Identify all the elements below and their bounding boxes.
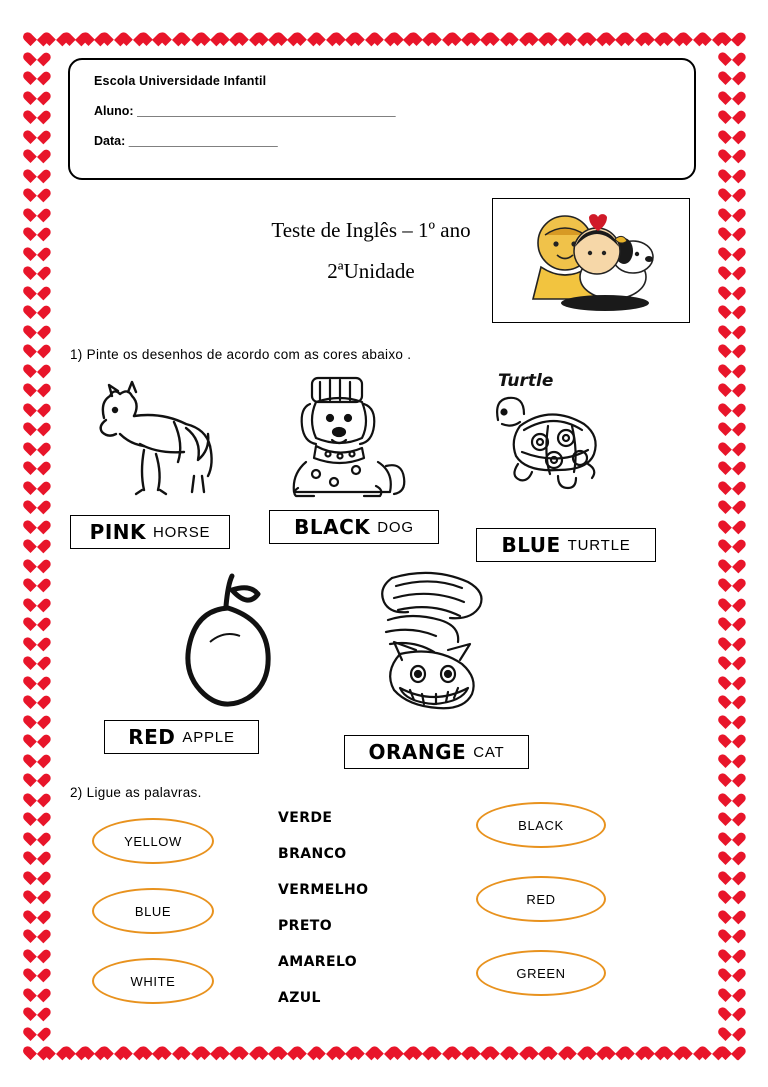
color-word: PINK xyxy=(89,520,146,544)
oval-green[interactable] xyxy=(476,950,606,996)
heart-icon xyxy=(28,241,45,257)
heart-icon xyxy=(723,592,740,608)
heart-icon xyxy=(28,260,45,276)
heart-icon xyxy=(28,1040,45,1056)
label-blue-turtle xyxy=(476,528,656,562)
heart-icon xyxy=(28,514,45,530)
heart-icon xyxy=(723,85,740,101)
heart-icon xyxy=(723,163,740,179)
heart-icon xyxy=(723,533,740,549)
heart-icon xyxy=(723,631,740,647)
apple-drawing xyxy=(166,572,296,712)
heart-icon xyxy=(723,338,740,354)
heart-icon xyxy=(723,241,740,257)
heart-icon xyxy=(723,767,740,783)
oval-yellow[interactable] xyxy=(92,818,214,864)
heart-icon xyxy=(28,943,45,959)
left-heart-border xyxy=(28,26,45,1056)
oval-black[interactable] xyxy=(476,802,606,848)
heart-icon xyxy=(28,592,45,608)
heart-icon xyxy=(723,943,740,959)
student-name-blank[interactable]: ________________________________________ xyxy=(137,104,396,118)
heart-icon xyxy=(28,319,45,335)
school-name: Escola Universidade Infantil xyxy=(94,74,267,88)
word-branco[interactable]: BRANCO xyxy=(278,846,347,862)
heart-icon xyxy=(28,572,45,588)
heart-icon xyxy=(723,611,740,627)
word-vermelho[interactable]: VERMELHO xyxy=(278,882,369,898)
heart-icon xyxy=(28,26,45,42)
worksheet-title xyxy=(206,210,536,292)
heart-icon xyxy=(723,143,740,159)
oval-label: BLACK xyxy=(518,817,564,833)
thing-word: TURTLE xyxy=(567,536,631,554)
heart-icon xyxy=(723,436,740,452)
worksheet-content xyxy=(56,50,712,1030)
word-amarelo[interactable]: AMARELO xyxy=(278,954,358,970)
heart-icon xyxy=(723,787,740,803)
heart-icon xyxy=(28,455,45,471)
heart-icon xyxy=(28,475,45,491)
heart-icon xyxy=(28,202,45,218)
heart-icon xyxy=(723,826,740,842)
svg-text:Turtle: Turtle xyxy=(498,371,554,391)
heart-icon xyxy=(28,163,45,179)
heart-icon xyxy=(28,787,45,803)
date-label: Data: xyxy=(94,134,126,148)
heart-icon xyxy=(28,865,45,881)
heart-icon xyxy=(28,670,45,686)
heart-icon xyxy=(28,494,45,510)
heart-icon xyxy=(723,709,740,725)
student-name-label: Aluno: xyxy=(94,104,134,118)
heart-icon xyxy=(723,377,740,393)
heart-icon xyxy=(723,865,740,881)
heart-icon xyxy=(28,358,45,374)
color-word: BLUE xyxy=(501,533,561,557)
heart-icon xyxy=(28,904,45,920)
oval-label: WHITE xyxy=(130,973,176,989)
heart-icon xyxy=(723,1001,740,1017)
heart-icon xyxy=(28,416,45,432)
word-azul[interactable]: AZUL xyxy=(278,990,321,1006)
heart-icon xyxy=(28,533,45,549)
heart-icon xyxy=(28,65,45,81)
heart-icon xyxy=(723,299,740,315)
label-red-apple xyxy=(104,720,259,754)
color-word: RED xyxy=(128,725,176,749)
top-heart-border xyxy=(28,26,740,42)
heart-icon xyxy=(28,923,45,939)
heart-icon xyxy=(28,377,45,393)
heart-icon xyxy=(28,767,45,783)
title-line-1: Teste de Inglês – 1º ano xyxy=(271,218,471,242)
dog-drawing xyxy=(276,370,426,510)
heart-icon xyxy=(723,26,740,42)
color-word: ORANGE xyxy=(368,740,467,764)
title-line-2: 2ªUnidade xyxy=(327,258,415,283)
heart-icon xyxy=(723,494,740,510)
heart-icon xyxy=(28,124,45,140)
heart-icon xyxy=(723,319,740,335)
heart-icon xyxy=(28,845,45,861)
heart-icon xyxy=(28,553,45,569)
heart-icon xyxy=(723,202,740,218)
horse-drawing xyxy=(82,380,222,505)
heart-icon xyxy=(723,221,740,237)
thing-word: CAT xyxy=(473,743,505,761)
charlie-brown-snoopy-image xyxy=(493,199,689,322)
question-2-text: 2) Ligue as palavras. xyxy=(70,785,202,800)
heart-icon xyxy=(723,475,740,491)
heart-icon xyxy=(28,631,45,647)
heart-icon xyxy=(723,182,740,198)
heart-icon xyxy=(28,884,45,900)
heart-icon xyxy=(723,416,740,432)
right-heart-border xyxy=(723,26,740,1056)
oval-label: YELLOW xyxy=(124,833,182,849)
heart-icon xyxy=(28,397,45,413)
heart-icon xyxy=(28,650,45,666)
label-orange-cat xyxy=(344,735,529,769)
thing-word: HORSE xyxy=(153,523,211,541)
heart-icon xyxy=(723,806,740,822)
label-pink-horse xyxy=(70,515,230,549)
heart-icon xyxy=(28,1021,45,1037)
heart-icon xyxy=(723,358,740,374)
heart-icon xyxy=(723,514,740,530)
heart-icon xyxy=(723,553,740,569)
oval-red[interactable] xyxy=(476,876,606,922)
heart-icon xyxy=(28,689,45,705)
oval-label: GREEN xyxy=(516,965,566,981)
label-black-dog xyxy=(269,510,439,544)
date-field xyxy=(94,134,694,148)
oval-label: RED xyxy=(526,891,556,907)
heart-icon xyxy=(723,455,740,471)
student-header-box xyxy=(68,58,696,180)
heart-icon xyxy=(28,143,45,159)
heart-icon xyxy=(723,397,740,413)
color-word: BLACK xyxy=(294,515,371,539)
heart-icon xyxy=(723,689,740,705)
oval-blue[interactable] xyxy=(92,888,214,934)
cat-drawing xyxy=(356,562,516,717)
word-verde[interactable]: VERDE xyxy=(278,810,333,826)
heart-icon xyxy=(28,85,45,101)
oval-white[interactable] xyxy=(92,958,214,1004)
heart-icon xyxy=(28,709,45,725)
thing-word: DOG xyxy=(377,518,414,536)
heart-icon xyxy=(723,923,740,939)
heart-icon xyxy=(723,845,740,861)
heart-icon xyxy=(723,65,740,81)
heart-icon xyxy=(28,280,45,296)
heart-icon xyxy=(28,806,45,822)
heart-icon xyxy=(723,650,740,666)
heart-icon xyxy=(723,260,740,276)
heart-icon xyxy=(723,728,740,744)
heart-icon xyxy=(28,338,45,354)
heart-icon xyxy=(28,46,45,62)
heart-icon xyxy=(723,124,740,140)
heart-icon xyxy=(28,728,45,744)
oval-label: BLUE xyxy=(134,903,172,919)
heart-icon xyxy=(28,104,45,120)
heart-icon xyxy=(723,962,740,978)
cartoon-picture-frame xyxy=(492,198,690,323)
word-preto[interactable]: PRETO xyxy=(278,918,333,934)
heart-icon xyxy=(28,1001,45,1017)
heart-icon xyxy=(723,46,740,62)
heart-icon xyxy=(723,280,740,296)
student-name-field xyxy=(94,104,694,118)
heart-icon xyxy=(28,982,45,998)
thing-word: APPLE xyxy=(182,728,235,746)
heart-icon xyxy=(723,104,740,120)
heart-icon xyxy=(28,826,45,842)
heart-icon xyxy=(723,884,740,900)
bottom-heart-border xyxy=(28,1040,740,1056)
heart-icon xyxy=(28,221,45,237)
date-blank[interactable]: _______________________ xyxy=(128,134,278,148)
heart-icon xyxy=(28,182,45,198)
heart-icon xyxy=(28,962,45,978)
heart-icon xyxy=(723,982,740,998)
heart-icon xyxy=(723,572,740,588)
heart-icon xyxy=(723,670,740,686)
heart-icon xyxy=(28,436,45,452)
heart-icon xyxy=(723,748,740,764)
heart-icon xyxy=(28,611,45,627)
heart-icon xyxy=(723,1040,740,1056)
heart-icon xyxy=(28,299,45,315)
turtle-drawing xyxy=(462,368,614,513)
heart-icon xyxy=(28,748,45,764)
heart-icon xyxy=(723,904,740,920)
heart-icon xyxy=(723,1021,740,1037)
question-1-text: 1) Pinte os desenhos de acordo com as cores abaixo . xyxy=(70,347,412,362)
